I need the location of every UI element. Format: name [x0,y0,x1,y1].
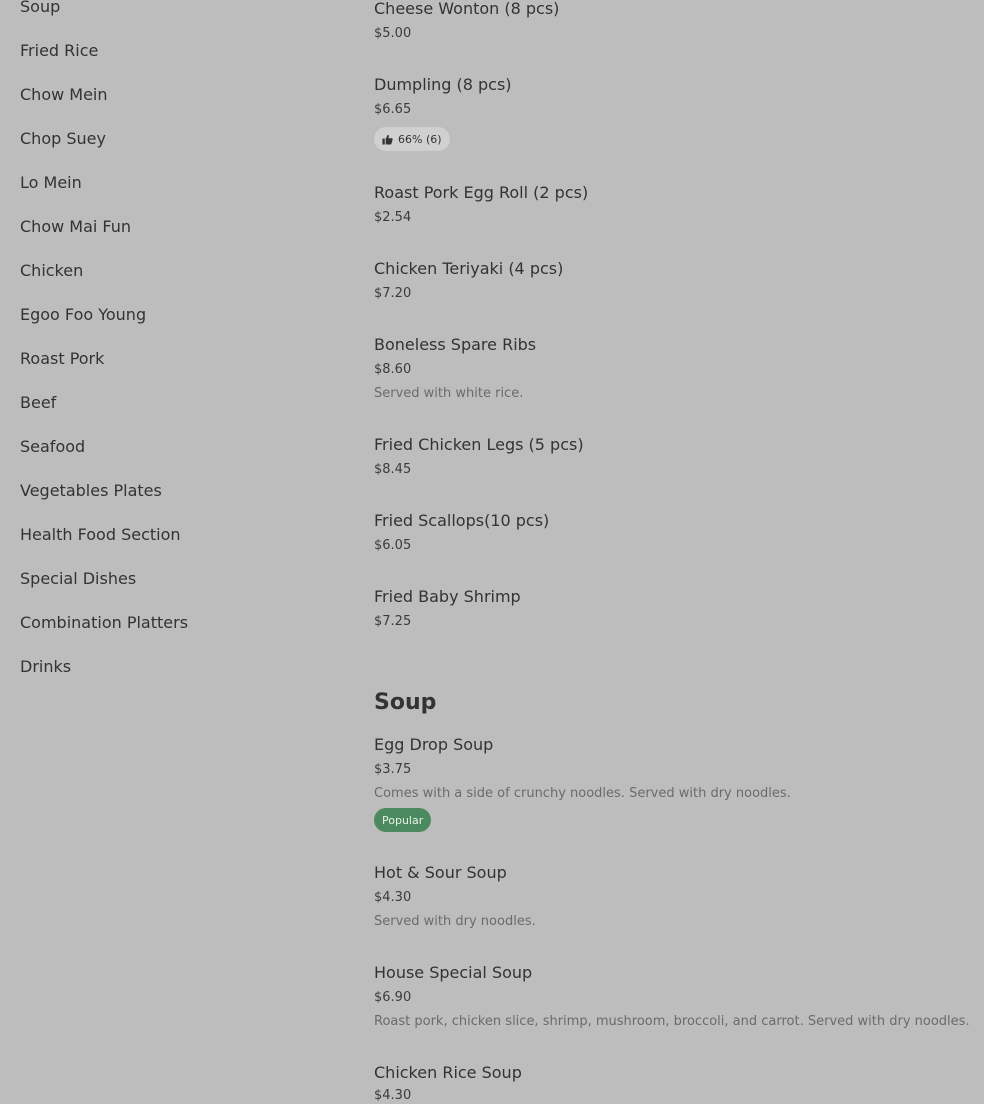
sidebar-item-seafood[interactable]: Seafood [20,437,86,456]
menu-item-price: $7.20 [374,286,412,301]
menu-item-price: $6.90 [374,990,412,1005]
menu-item-price: $8.45 [374,462,412,477]
popular-badge: Popular [374,808,431,832]
sidebar-item-special-dishes[interactable]: Special Dishes [20,569,137,588]
menu-item-price: $7.25 [374,614,412,629]
menu-item-name[interactable]: House Special Soup [374,963,533,982]
sidebar-item-chow-mai-fun[interactable]: Chow Mai Fun [20,217,132,236]
sidebar-item-chicken[interactable]: Chicken [20,261,84,280]
menu-item-name[interactable]: Egg Drop Soup [374,735,494,754]
menu-item-name[interactable]: Dumpling (8 pcs) [374,75,512,94]
sidebar-item-drinks[interactable]: Drinks [20,657,72,676]
sidebar-item-egg-foo-young[interactable]: Egoo Foo Young [20,305,147,324]
popular-badge-wrapper [374,808,431,832]
menu-item-name[interactable]: Fried Chicken Legs (5 pcs) [374,435,584,454]
menu-item-price: $3.75 [374,762,412,777]
rating-badge-wrapper [374,127,450,151]
section-title-soup: Soup [374,690,437,715]
menu-item-name[interactable]: Fried Scallops(10 pcs) [374,511,550,530]
sidebar-item-fried-rice[interactable]: Fried Rice [20,41,99,60]
sidebar-item-chow-mein[interactable]: Chow Mein [20,85,108,104]
menu-item-name[interactable]: Chicken Rice Soup [374,1063,522,1082]
sidebar-item-chop-suey[interactable]: Chop Suey [20,129,106,148]
thumbs-up-icon [382,134,393,145]
menu-item-description: Served with white rice. [374,386,524,401]
menu-item-name[interactable]: Hot & Sour Soup [374,863,507,882]
menu-item-description: Served with dry noodles. [374,914,536,929]
rating-text: 66% (6) [398,132,442,146]
menu-item-price: $2.54 [374,210,412,225]
sidebar-item-combination-platters[interactable]: Combination Platters [20,613,189,632]
menu-item-price: $6.05 [374,538,412,553]
sidebar-item-lo-mein[interactable]: Lo Mein [20,173,82,192]
sidebar-item-roast-pork[interactable]: Roast Pork [20,349,105,368]
menu-item-name[interactable]: Cheese Wonton (8 pcs) [374,0,560,18]
sidebar-item-vegetables-plates[interactable]: Vegetables Plates [20,481,162,500]
menu-item-price: $8.60 [374,362,412,377]
menu-item-name[interactable]: Boneless Spare Ribs [374,335,537,354]
menu-item-price: $5.00 [374,26,412,41]
menu-item-price: $4.30 [374,890,412,905]
menu-item-name[interactable]: Fried Baby Shrimp [374,587,521,606]
sidebar-item-beef[interactable]: Beef [20,393,57,412]
menu-item-name[interactable]: Roast Pork Egg Roll (2 pcs) [374,183,589,202]
menu-item-name[interactable]: Chicken Teriyaki (4 pcs) [374,259,564,278]
menu-item-description: Roast pork, chicken slice, shrimp, mushroom, broccoli, and carrot. Served with dry noodles. [374,1014,970,1029]
sidebar-item-health-food-section[interactable]: Health Food Section [20,525,181,544]
menu-item-price: $6.65 [374,102,412,117]
menu-item-description: Comes with a side of crunchy noodles. Served with dry noodles. [374,786,791,801]
rating-badge [374,127,450,151]
menu-item-price: $4.30 [374,1088,412,1103]
sidebar-item-soup[interactable]: Soup [20,0,61,16]
